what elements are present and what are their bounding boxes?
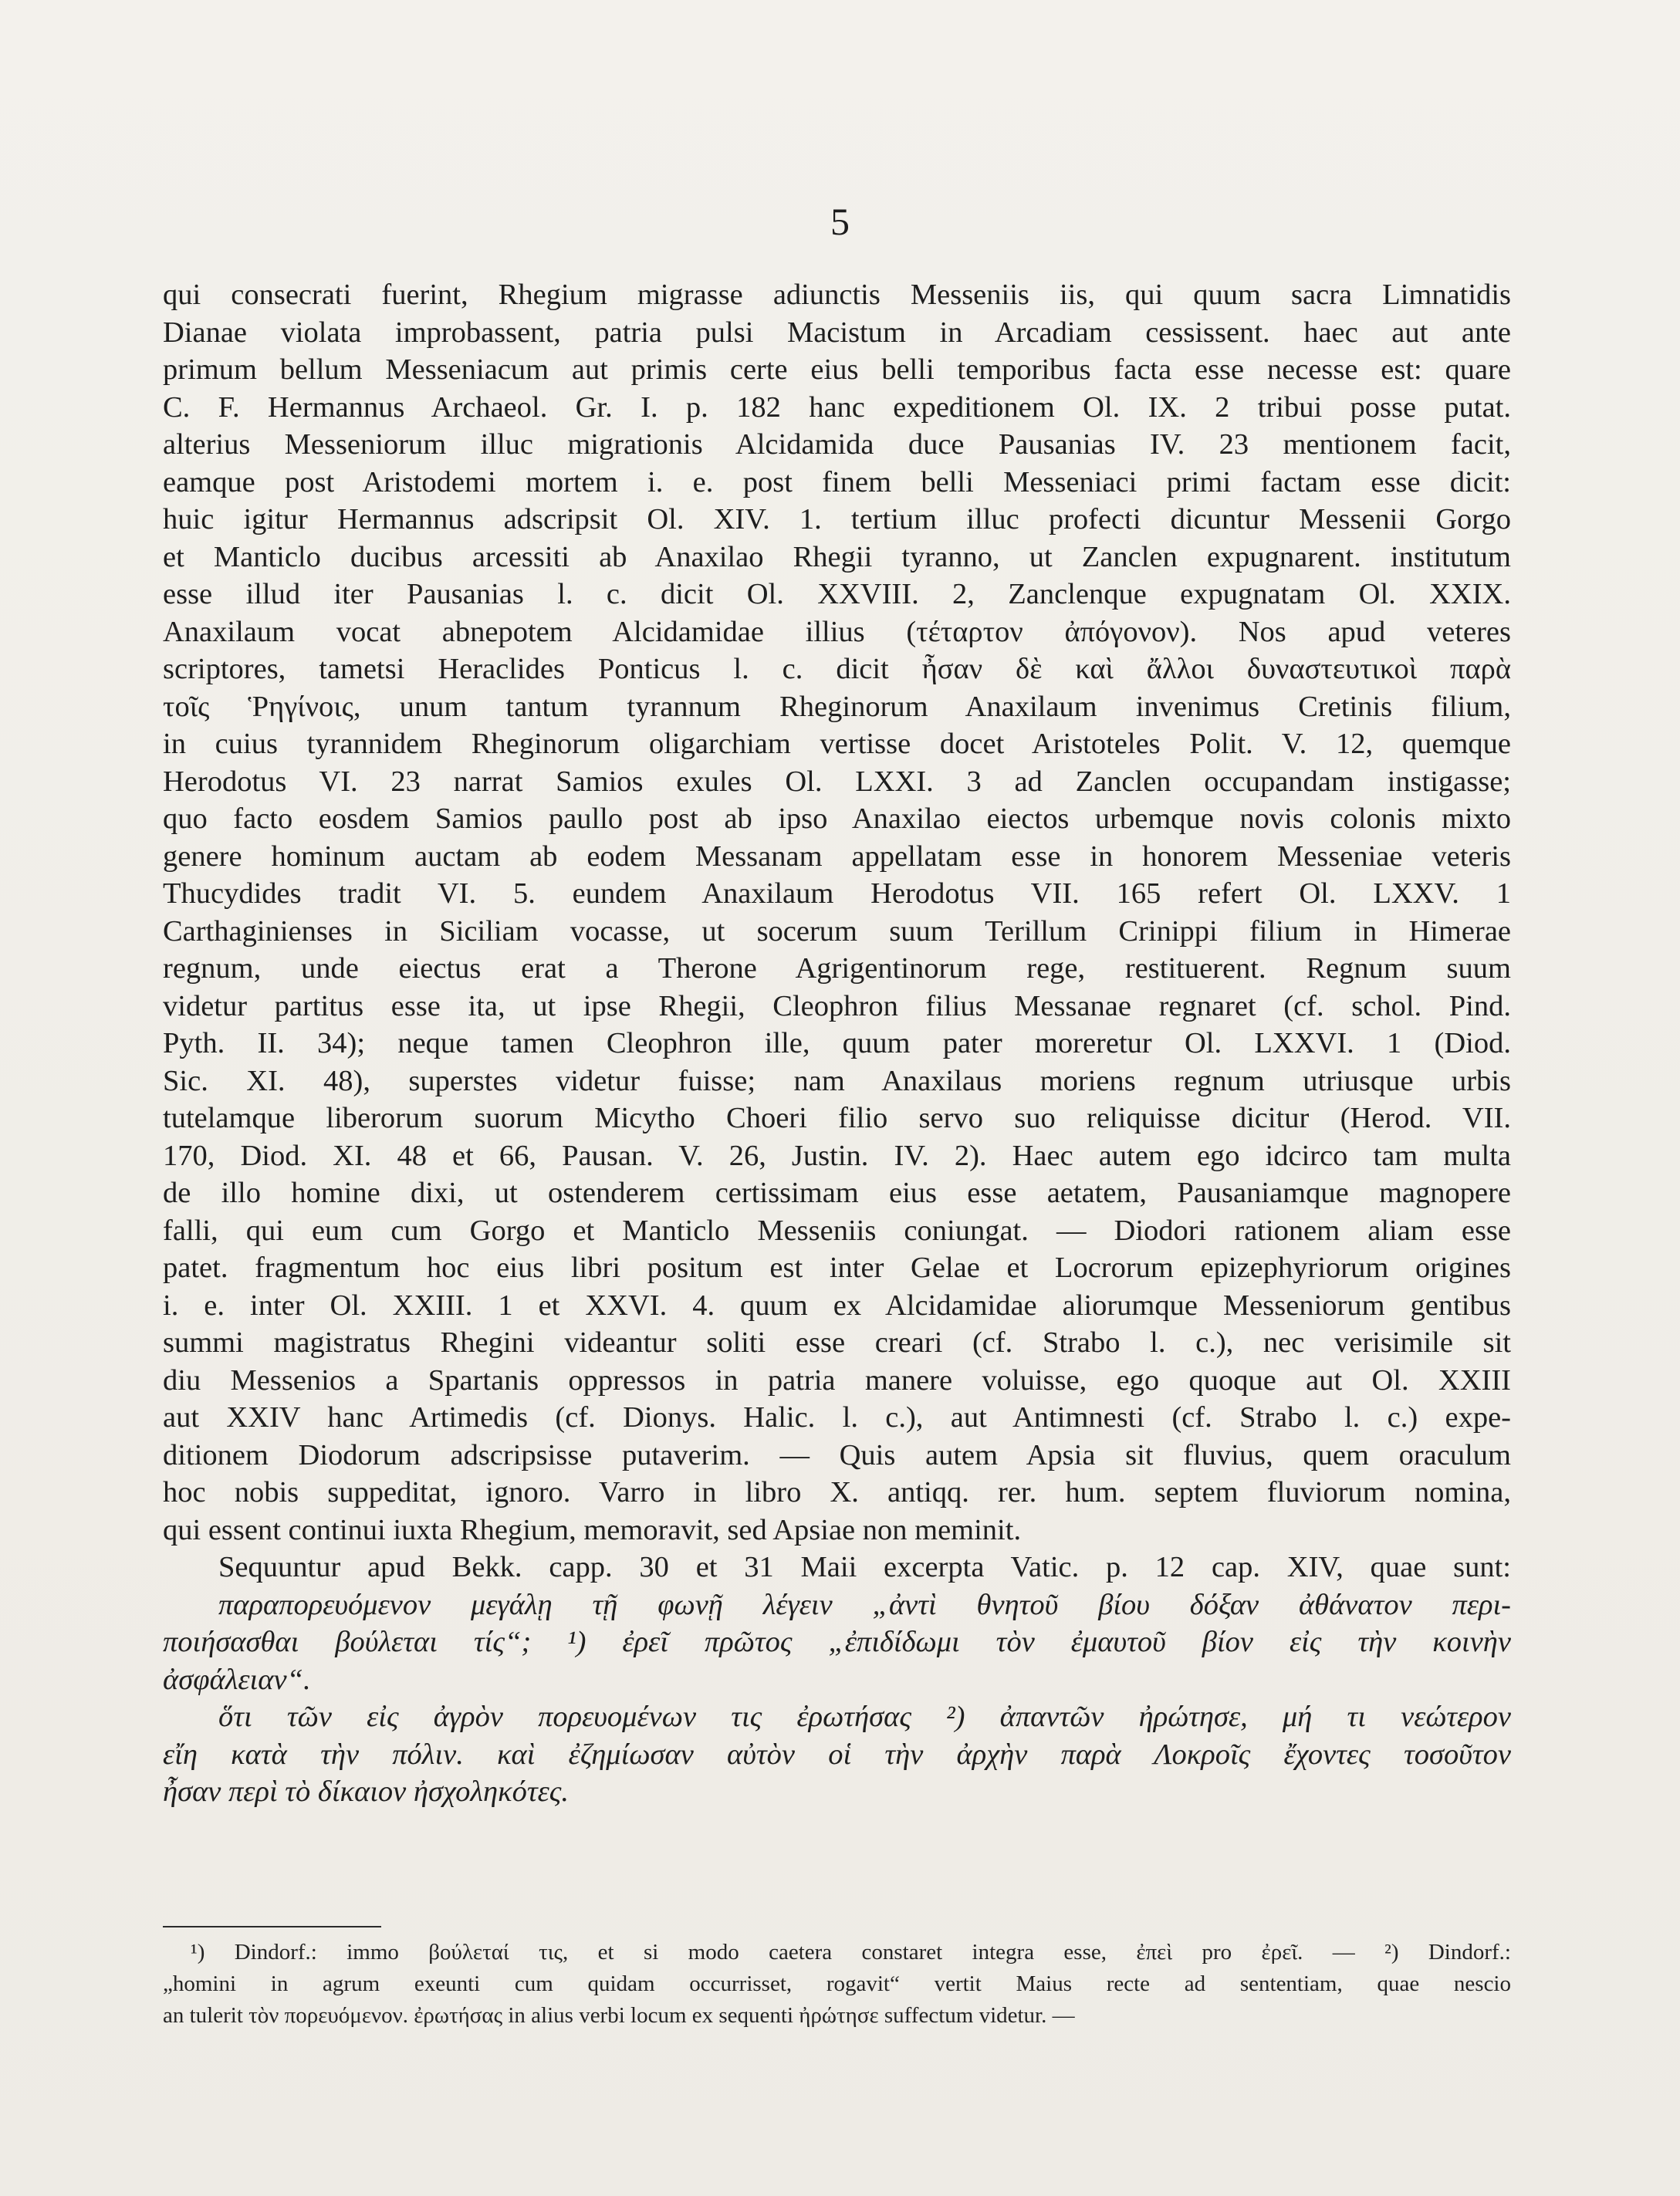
text-line: Anaxilaum vocat abnepotem Alcidamidae illius (τέταρτον ἀπόγονον). Nos apud veteres [163, 615, 1511, 648]
text-line: hoc nobis suppeditat, ignoro. Varro in libro X. antiqq. rer. hum. septem fluviorum nomina, [163, 1476, 1511, 1508]
text-line: qui consecrati fuerint, Rhegium migrasse adiunctis Messeniis iis, qui quum sacra Limnatidis [163, 279, 1511, 311]
text-line: C. F. Hermannus Archaeol. Gr. I. p. 182 hanc expeditionem Ol. IX. 2 tribui posse putat. [163, 390, 1511, 424]
text-line: 170, Diod. XI. 48 et 66, Pausan. V. 26, Justin. IV. 2). Haec autem ego idcirco tam multa [163, 1139, 1511, 1172]
page-number: 5 [830, 200, 850, 243]
text-line: scriptores, tametsi Heraclides Ponticus l. c. dicit ἦσαν δὲ καὶ ἄλλοι δυναστευτικοὶ παρὰ [163, 653, 1511, 685]
footnote-divider [163, 1926, 381, 1927]
text-line: eamque post Aristodemi mortem i. e. post finem belli Messeniaci primi factam esse dicit: [163, 465, 1511, 498]
text-line: esse illud iter Pausanias l. c. dicit Ol. XXVIII. 2, Zanclenque expugnatam Ol. XXIX. [163, 578, 1511, 610]
main-text [163, 276, 1511, 1811]
greek-text-line: παραπορευόμενον μεγάλῃ τῇ φωνῇ λέγειν „ἀντὶ θνητοῦ βίου δόξαν ἀθάνατον περι- [218, 1588, 1511, 1621]
greek-text-line: ἦσαν περὶ τὸ δίκαιον ἠσχοληκότες. [163, 1775, 570, 1808]
text-line: de illo homine dixi, ut ostenderem certissimam eius esse aetatem, Pausaniamque magnopere [163, 1177, 1511, 1209]
text-line: in cuius tyrannidem Rheginorum oligarchiam vertisse docet Aristoteles Polit. V. 12, quemque [163, 728, 1511, 760]
footnote-line: an tulerit τὸν πορευόμενον. ἐρωτήσας in alius verbi locum ex sequenti ἠρώτησε suffectum videtur. — [163, 2003, 1075, 2028]
greek-text-line: ἀσφάλειαν“. [163, 1663, 311, 1696]
text-line: huic igitur Hermannus adscripsit Ol. XIV. 1. tertium illuc profecti dicuntur Messenii Gorgo [163, 503, 1511, 535]
text-line: regnum, unde eiectus erat a Therone Agrigentinorum rege, restituerent. Regnum suum [163, 952, 1511, 985]
footnotes [163, 1937, 1511, 2032]
footnote-line: „homini in agrum exeunti cum quidam occurrisset, rogavit“ vertit Maius recte ad sententiam, quae nescio [163, 1971, 1511, 1996]
text-line: primum bellum Messeniacum aut primis certe eius belli temporibus facta esse necesse est: quare [163, 353, 1511, 386]
text-line: alterius Messeniorum illuc migrationis Alcidamida duce Pausanias IV. 23 mentionem facit, [163, 428, 1511, 461]
text-line: i. e. inter Ol. XXIII. 1 et XXVI. 4. quum ex Alcidamidae aliorumque Messeniorum gentibus [163, 1289, 1511, 1322]
text-line: qui essent continui iuxta Rhegium, memoravit, sed Apsiae non meminit. [163, 1513, 1022, 1546]
greek-text-line: εἴη κατὰ τὴν πόλιν. καὶ ἐζημίωσαν αὐτὸν οἱ τὴν ἀρχὴν παρὰ Λοκροῖς ἔχοντες τοσοῦτον [163, 1738, 1511, 1771]
text-line: diu Messenios a Spartanis oppressos in patria manere voluisse, ego quoque aut Ol. XXIII [163, 1363, 1511, 1397]
text-line: Herodotus VI. 23 narrat Samios exules Ol. LXXI. 3 ad Zanclen occupandam instigasse; [163, 765, 1511, 798]
greek-text-line: ὅτι τῶν εἰς ἀγρὸν πορευομένων τις ἐρωτήσας ²) ἀπαντῶν ἠρώτησε, μή τι νεώτερον [218, 1701, 1511, 1733]
text-line: Thucydides tradit VI. 5. eundem Anaxilaum Herodotus VII. 165 refert Ol. LXXV. 1 [163, 877, 1511, 910]
text-line: Pyth. II. 34); neque tamen Cleophron ille, quum pater moreretur Ol. LXXVI. 1 (Diod. [163, 1027, 1511, 1059]
footnote-line: ¹) Dindorf.: immo βούλεταί τις, et si modo caetera constaret integra esse, ἐπεὶ pro ἐρεῖ. — ²) Dindorf.: [191, 1940, 1511, 1965]
text-line: τοῖς Ῥηγίνοις, unum tantum tyrannum Rheginorum Anaxilaum invenimus Cretinis filium, [163, 690, 1511, 723]
text-line: patet. fragmentum hoc eius libri positum est inter Gelae et Locrorum epizephyriorum origines [163, 1252, 1511, 1284]
text-line: Carthaginienses in Siciliam vocasse, ut socerum suum Terillum Crinippi filium in Himerae [163, 914, 1511, 948]
text-line: falli, qui eum cum Gorgo et Manticlo Messeniis coniungat. — Diodori rationem aliam esse [163, 1214, 1511, 1247]
text-line: genere hominum auctam ab eodem Messanam appellatam esse in honorem Messeniae veteris [163, 840, 1511, 873]
text-line: ditionem Diodorum adscripsisse putaverim. — Quis autem Apsia sit fluvius, quem oraculum [163, 1438, 1511, 1471]
text-line: et Manticlo ducibus arcessiti ab Anaxilao Rhegii tyranno, ut Zanclen expugnarent. institutum [163, 540, 1511, 573]
greek-text-line: ποιήσασθαι βούλεται τίς“; ¹) ἐρεῖ πρῶτος „ἐπιδίδωμι τὸν ἐμαυτοῦ βίον εἰς τὴν κοινὴν [163, 1626, 1511, 1658]
text-line: aut XXIV hanc Artimedis (cf. Dionys. Halic. l. c.), aut Antimnesti (cf. Strabo l. c.) expe- [163, 1401, 1511, 1434]
text-line: tutelamque liberorum suorum Micytho Choeri filio servo suo reliquisse dicitur (Herod. VII. [163, 1102, 1511, 1134]
text-line: quo facto eosdem Samios paullo post ab ipso Anaxilao eiectos urbemque novis colonis mixto [163, 802, 1511, 835]
text-line: Sic. XI. 48), superstes videtur fuisse; nam Anaxilaus moriens regnum utriusque urbis [163, 1064, 1511, 1097]
text-line: videtur partitus esse ita, ut ipse Rhegii, Cleophron filius Messanae regnaret (cf. schol. Pind. [163, 989, 1511, 1022]
text-line: summi magistratus Rhegini videantur soliti esse creari (cf. Strabo l. c.), nec verisimile sit [163, 1326, 1511, 1359]
text-line: Sequuntur apud Bekk. capp. 30 et 31 Maii excerpta Vatic. p. 12 cap. XIV, quae sunt: [218, 1551, 1511, 1583]
text-line: Dianae violata improbassent, patria pulsi Macistum in Arcadiam cessissent. haec aut ante [163, 316, 1511, 349]
